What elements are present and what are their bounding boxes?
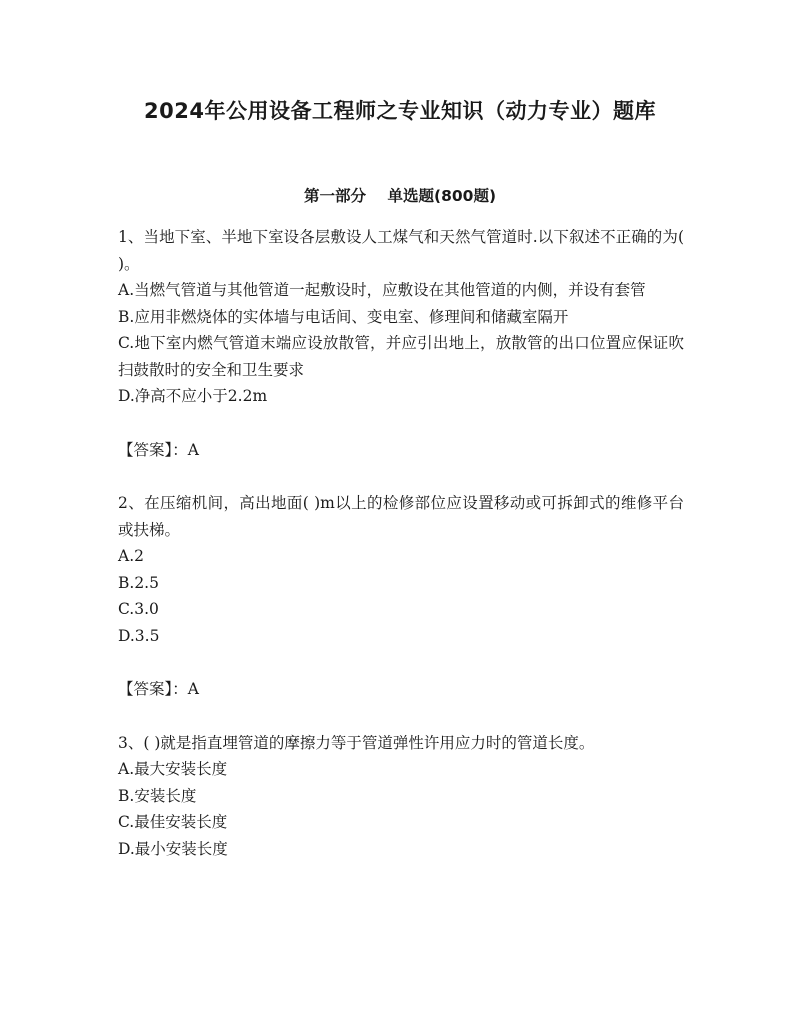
- question-2: [118, 490, 684, 703]
- question-3-option-b: B.安装长度: [118, 786, 197, 805]
- question-2-option-b: B.2.5: [118, 573, 159, 592]
- answer-label: 【答案】: [118, 680, 173, 698]
- section-title: 第一部分 单选题(800题): [303, 187, 497, 205]
- question-2-option-a: A.2: [118, 547, 144, 565]
- question-3-option-c: C.最佳安装长度: [118, 813, 228, 831]
- question-2-text: 2、在压缩机间，高出地面( )m以上的检修部位应设置移动或可拆卸式的维修平台或扶梯。: [118, 494, 684, 539]
- question-3-text: 3、( )就是指直埋管道的摩擦力等于管道弹性许用应力时的管道长度。: [118, 733, 595, 752]
- question-3: [118, 730, 684, 863]
- document-title: 2024年公用设备工程师之专业知识（动力专业）题库: [144, 99, 656, 123]
- question-3-option-a: A.最大安装长度: [118, 760, 228, 778]
- answer-value: ：A: [172, 680, 199, 698]
- question-1-option-c: C.地下室内燃气管道末端应设放散管，并应引出地上，放散管的出口位置应保证吹扫鼓散时的安全和卫生要求: [118, 334, 684, 379]
- answer-label: 【答案】: [118, 440, 173, 459]
- question-1-option-d: D.净高不应小于2.2m: [118, 387, 268, 405]
- question-2-answer: [118, 676, 684, 703]
- question-1-option-a: A.当燃气管道与其他管道一起敷设时，应敷设在其他管道的内侧，并设有套管: [118, 281, 646, 299]
- question-1-option-b: B.应用非燃烧体的实体墙与电话间、变电室、修理间和储藏室隔开: [118, 307, 569, 326]
- question-1-answer: [118, 437, 684, 464]
- question-1-text: 1、当地下室、半地下室设各层敷设人工煤气和天然气管道时.以下叙述不正确的为( )。: [118, 228, 684, 273]
- question-2-option-c: C.3.0: [118, 600, 159, 618]
- answer-value: ：A: [172, 440, 199, 459]
- question-1: [118, 224, 684, 463]
- question-3-option-d: D.最小安装长度: [118, 839, 228, 858]
- question-list: [118, 224, 684, 862]
- question-2-option-d: D.3.5: [118, 626, 160, 645]
